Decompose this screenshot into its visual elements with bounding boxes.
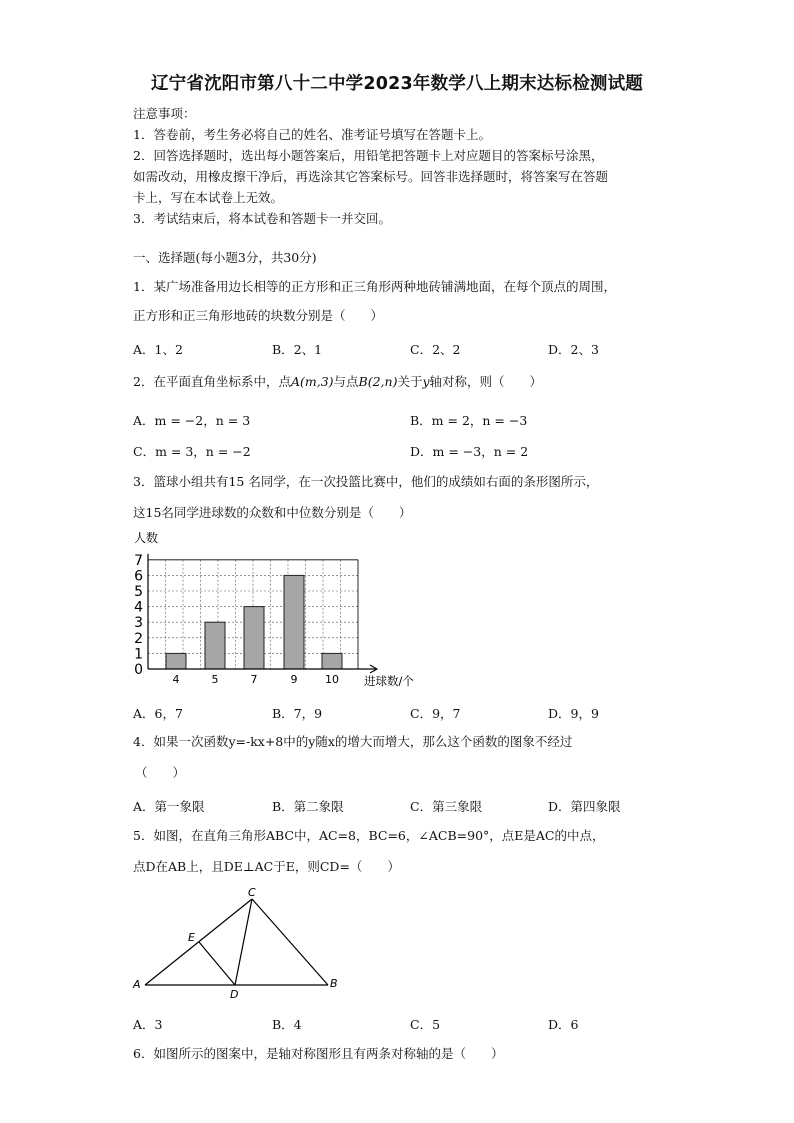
notes-heading: 注意事项： <box>133 106 196 121</box>
q4-option-a: A．第一象限 <box>133 799 205 814</box>
q5-option-c: C．5 <box>410 1017 441 1032</box>
y-tick-label: 1 <box>134 646 143 663</box>
bar-5 <box>205 622 225 669</box>
q4-option-d: D．第四象限 <box>548 799 621 814</box>
y-axis-label: 人数 <box>134 531 159 545</box>
q4-option-b: B．第二象限 <box>272 799 344 814</box>
note-line: 1．答卷前，考生务必将自己的姓名、准考证号填写在答题卡上。 <box>133 127 491 142</box>
segment-ac <box>145 899 252 985</box>
q1-option-d: D．2、3 <box>548 342 599 357</box>
question-6-line: 6．如图所示的图案中，是轴对称图形且有两条对称轴的是（ ） <box>133 1046 504 1061</box>
question-4-line: （ ） <box>135 765 186 780</box>
question-2-text: 2．在平面直角坐标系中，点A(m,3)与点B(2,n)关于y轴对称，则（ ） <box>133 374 543 389</box>
label-c: C <box>248 886 256 899</box>
q4-option-c: C．第三象限 <box>410 799 483 814</box>
question-3-line: 这15名同学进球数的众数和中位数分别是（ ） <box>133 505 412 520</box>
x-axis-label: 进球数/个 <box>364 674 414 688</box>
x-tick-label: 10 <box>325 673 339 686</box>
y-tick-label: 3 <box>134 615 143 632</box>
note-line: 2．回答选择题时，选出每小题答案后，用铅笔把答题卡上对应题目的答案标号涂黑， <box>133 148 604 163</box>
question-5-line: 点D在AB上，且DE⊥AC于E，则CD=（ ） <box>133 859 400 874</box>
point-b: B(2,n) <box>358 374 398 389</box>
bar-7 <box>244 607 264 669</box>
q2-option-b: B．m = 2，n = −3 <box>410 413 528 428</box>
y-tick-label: 0 <box>134 662 143 678</box>
segment-bc <box>252 899 328 985</box>
question-3-line: 3．篮球小组共有15 名同学，在一次投篮比赛中，他们的成绩如右面的条形图所示， <box>133 474 599 489</box>
bar-4 <box>166 653 186 669</box>
question-5-line: 5．如图，在直角三角形ABC中，AC=8，BC=6，∠ACB=90°，点E是AC的中点， <box>133 828 605 843</box>
y-tick-label: 5 <box>134 584 143 600</box>
q1-option-b: B．2、1 <box>272 342 323 357</box>
q2-option-a: A．m = −2，n = 3 <box>133 413 251 428</box>
x-tick-label: 4 <box>172 673 180 686</box>
q2-option-c: C．m = 3，n = −2 <box>133 444 251 459</box>
triangle-figure <box>128 884 348 1002</box>
y-tick-label: 6 <box>134 568 143 585</box>
bar-9 <box>284 575 304 669</box>
q5-option-a: A．3 <box>133 1017 163 1032</box>
question-4-line: 4．如果一次函数y=-kx+8中的y随x的增大而增大，那么这个函数的图象不经过 <box>133 734 573 749</box>
label-e: E <box>188 931 195 944</box>
label-a: A <box>133 978 141 991</box>
point-a: A(m,3) <box>290 374 334 389</box>
q3-option-c: C．9，7 <box>410 706 461 721</box>
label-b: B <box>330 977 338 990</box>
question-1-line: 1．某广场准备用边长相等的正方形和正三角形两种地砖铺满地面，在每个顶点的周围， <box>133 279 616 294</box>
page-title: 辽宁省沈阳市第八十二中学2023年数学八上期末达标检测试题 <box>150 74 643 94</box>
question-1-line: 正方形和正三角形地砖的块数分别是（ ） <box>133 308 384 323</box>
q1-option-a: A．1、2 <box>133 342 183 357</box>
x-tick-label: 7 <box>250 673 258 686</box>
q2-option-d: D．m = −3，n = 2 <box>410 444 529 459</box>
segment-de <box>199 942 235 985</box>
q3-option-a: A．6，7 <box>133 706 183 721</box>
q1-option-c: C．2、2 <box>410 342 461 357</box>
segment-cd <box>235 899 252 985</box>
note-line: 卡上，写在本试卷上无效。 <box>133 190 284 205</box>
bar-chart <box>128 528 438 690</box>
q3-option-b: B．7，9 <box>272 706 323 721</box>
q5-option-d: D．6 <box>548 1017 579 1032</box>
bar-10 <box>322 653 342 669</box>
x-tick-label: 5 <box>211 673 219 686</box>
label-d: D <box>230 988 239 1001</box>
q5-option-b: B．4 <box>272 1017 302 1032</box>
x-tick-label: 9 <box>290 673 298 686</box>
q3-option-d: D．9，9 <box>548 706 599 721</box>
note-line: 3．考试结束后，将本试卷和答题卡一并交回。 <box>133 211 391 226</box>
y-tick-label: 7 <box>134 552 143 569</box>
y-tick-label: 2 <box>134 630 143 647</box>
y-tick-label: 4 <box>134 599 143 616</box>
note-line: 如需改动，用橡皮擦干净后，再选涂其它答案标号。回答非选择题时，将答案写在答题 <box>133 169 609 184</box>
section-heading: 一、选择题(每小题3分，共30分) <box>133 250 317 265</box>
